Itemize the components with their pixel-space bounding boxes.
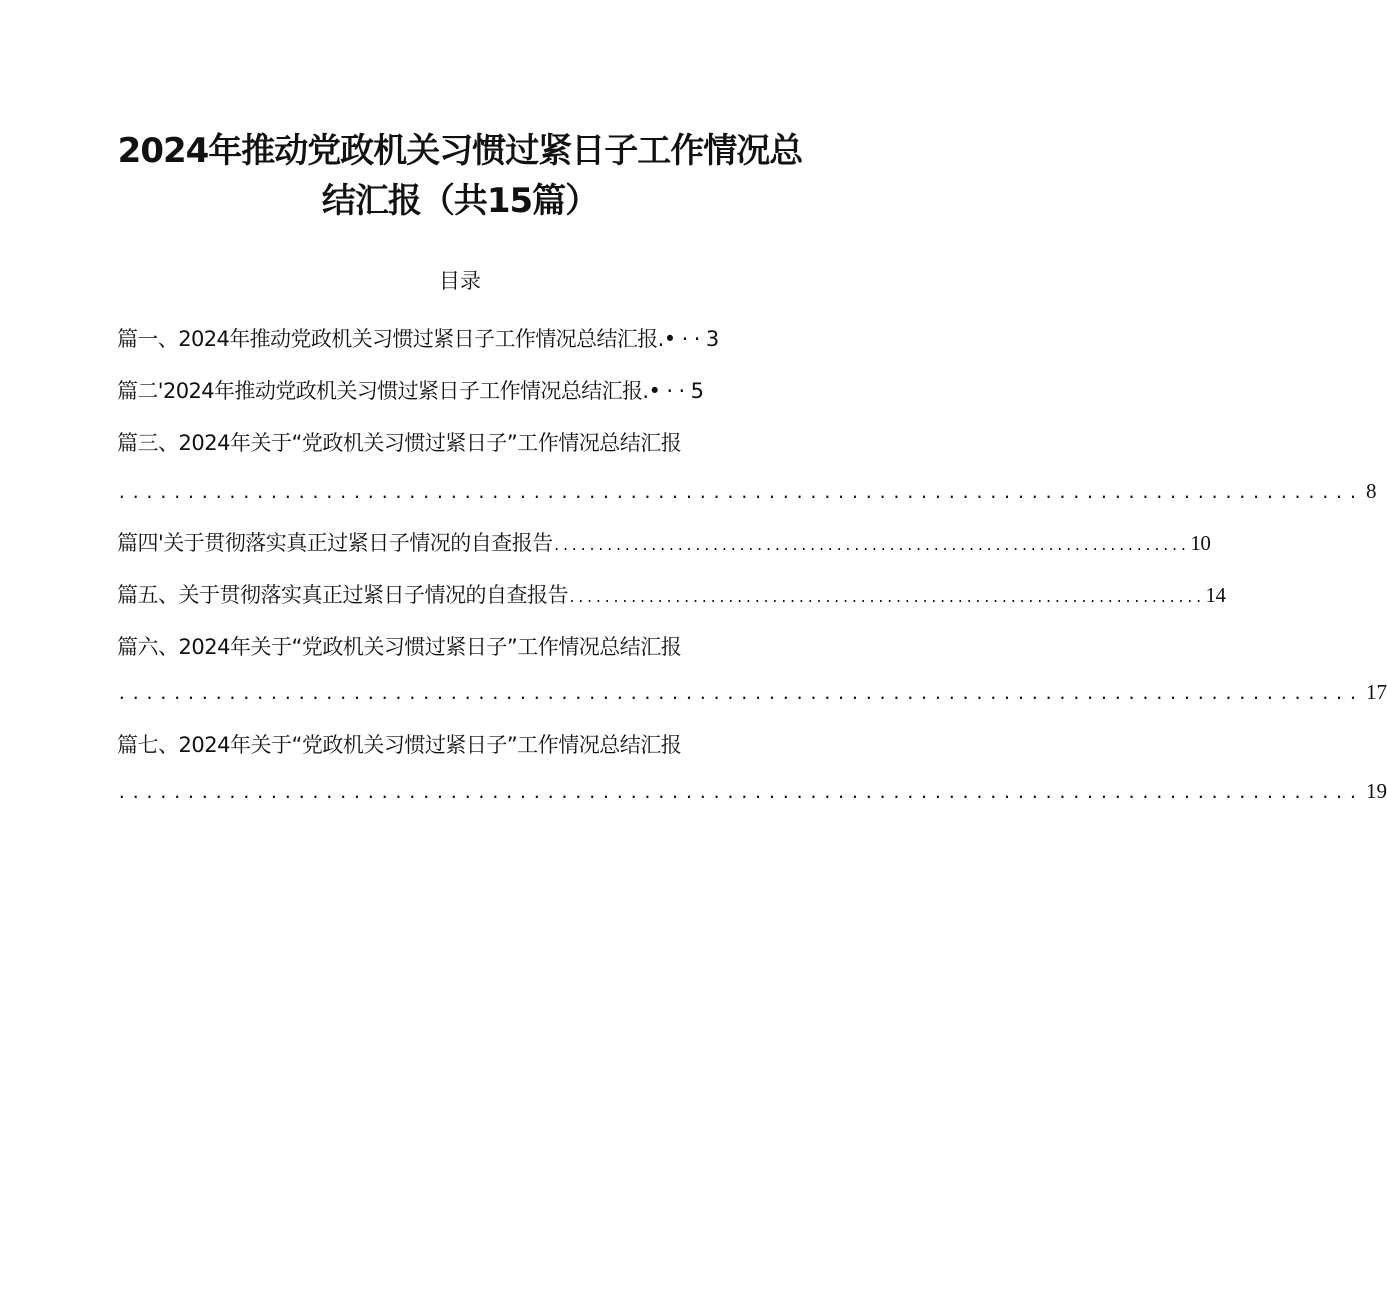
toc-item-7-text: 篇七、2024年关于“党政机关习惯过紧日子”工作情况总结汇报 xyxy=(117,733,682,757)
toc-item-3[interactable] xyxy=(117,428,817,458)
toc-item-2[interactable] xyxy=(117,376,703,406)
toc-item-3-leader[interactable] xyxy=(117,476,1377,508)
toc-item-3-page: 8 xyxy=(1365,479,1377,503)
toc-item-5[interactable] xyxy=(117,580,1226,614)
toc-item-4-text: 篇四'关于贯彻落实真正过紧日子情况的自查报告 xyxy=(117,531,553,555)
toc-item-7-leader[interactable] xyxy=(117,776,1387,808)
toc-item-6-dots: .......................................................................................... xyxy=(117,684,1362,703)
toc-item-3-text: 篇三、2024年关于“党政机关习惯过紧日子”工作情况总结汇报 xyxy=(117,431,682,455)
document-title-line1: 2024年推动党政机关习惯过紧日子工作情况总 xyxy=(117,131,803,171)
toc-item-4-page: 10 xyxy=(1190,531,1211,555)
toc-item-6-page: 17 xyxy=(1365,680,1387,704)
toc-item-7[interactable] xyxy=(117,730,817,760)
toc-item-6-text: 篇六、2024年关于“党政机关习惯过紧日子”工作情况总结汇报 xyxy=(117,635,682,659)
toc-heading: 目录 xyxy=(439,269,481,293)
toc-item-5-page: 14 xyxy=(1205,583,1226,607)
toc-item-6[interactable] xyxy=(117,632,817,662)
document-title xyxy=(0,126,920,226)
toc-item-2-text: 篇二'2024年推动党政机关习惯过紧日子工作情况总结汇报.• · · 5 xyxy=(117,379,704,403)
toc-item-1[interactable] xyxy=(117,324,719,354)
toc-item-4[interactable] xyxy=(117,528,1211,562)
toc-item-4-dots: ........................................................................ xyxy=(552,539,1189,554)
toc-item-7-page: 19 xyxy=(1365,779,1387,803)
toc-item-1-text: 篇一、2024年推动党政机关习惯过紧日子工作情况总结汇报.• · · 3 xyxy=(117,327,719,351)
toc-item-7-dots: .......................................................................................... xyxy=(117,783,1362,802)
toc-item-6-leader[interactable] xyxy=(117,677,1387,709)
toc-item-3-dots: .......................................................................................... xyxy=(117,483,1362,502)
toc-item-5-text: 篇五、关于贯彻落实真正过紧日子情况的自查报告 xyxy=(117,583,568,607)
document-title-line2: 结汇报（共15篇） xyxy=(321,181,599,221)
toc-item-5-dots: ........................................................................ xyxy=(568,591,1204,606)
